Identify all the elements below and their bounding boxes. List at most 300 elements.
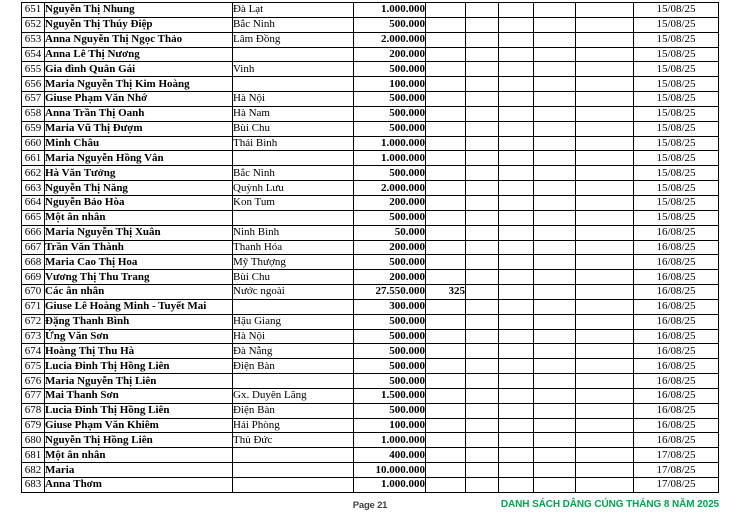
empty-cell — [576, 17, 634, 32]
amount-cell: 500.000 — [354, 314, 426, 329]
empty-cell — [576, 344, 634, 359]
count-cell — [426, 77, 466, 92]
empty-cell — [499, 344, 534, 359]
empty-cell — [499, 314, 534, 329]
table-row — [22, 240, 719, 255]
count-cell — [426, 92, 466, 107]
place-cell: Nước ngoài — [233, 285, 354, 300]
amount-cell: 2.000.000 — [354, 181, 426, 196]
donor-name-cell: Giuse Phạm Văn Khiêm — [45, 418, 233, 433]
donor-name-cell: Lucia Đinh Thị Hồng Liên — [45, 403, 233, 418]
empty-cell — [576, 77, 634, 92]
empty-cell — [499, 62, 534, 77]
count-cell — [426, 136, 466, 151]
empty-cell — [499, 136, 534, 151]
count-cell — [426, 463, 466, 478]
count-cell — [426, 151, 466, 166]
amount-cell: 500.000 — [354, 403, 426, 418]
place-cell: Hà Nam — [233, 106, 354, 121]
empty-cell — [576, 478, 634, 493]
empty-cell — [534, 121, 576, 136]
empty-cell — [499, 463, 534, 478]
empty-cell — [499, 329, 534, 344]
place-cell — [233, 463, 354, 478]
count-cell — [426, 32, 466, 47]
empty-cell — [576, 181, 634, 196]
table-row — [22, 195, 719, 210]
empty-cell — [499, 478, 534, 493]
empty-cell — [499, 92, 534, 107]
date-cell: 17/08/25 — [634, 448, 719, 463]
amount-cell: 500.000 — [354, 62, 426, 77]
donor-name-cell: Nguyễn Thị Thúy Điệp — [45, 17, 233, 32]
place-cell: Thái Bình — [233, 136, 354, 151]
place-cell: Mỹ Thượng — [233, 255, 354, 270]
date-cell: 15/08/25 — [634, 17, 719, 32]
donation-table — [21, 2, 719, 493]
count-cell — [426, 374, 466, 389]
empty-cell — [534, 285, 576, 300]
empty-cell — [466, 359, 499, 374]
table-row — [22, 403, 719, 418]
row-number-cell: 652 — [22, 17, 45, 32]
empty-cell — [534, 448, 576, 463]
donor-name-cell: Lucia Đinh Thị Hồng Liên — [45, 359, 233, 374]
count-cell — [426, 3, 466, 18]
empty-cell — [466, 478, 499, 493]
empty-cell — [576, 47, 634, 62]
empty-cell — [466, 151, 499, 166]
empty-cell — [466, 418, 499, 433]
count-cell — [426, 270, 466, 285]
place-cell: Hậu Giang — [233, 314, 354, 329]
place-cell: Điện Bàn — [233, 359, 354, 374]
empty-cell — [576, 285, 634, 300]
donor-name-cell: Một ân nhân — [45, 210, 233, 225]
date-cell: 16/08/25 — [634, 359, 719, 374]
empty-cell — [534, 92, 576, 107]
empty-cell — [466, 47, 499, 62]
empty-cell — [534, 181, 576, 196]
empty-cell — [534, 106, 576, 121]
date-cell: 16/08/25 — [634, 240, 719, 255]
empty-cell — [499, 3, 534, 18]
place-cell: Lâm Đồng — [233, 32, 354, 47]
empty-cell — [534, 17, 576, 32]
place-cell: Thanh Hóa — [233, 240, 354, 255]
empty-cell — [534, 136, 576, 151]
donor-name-cell: Minh Châu — [45, 136, 233, 151]
date-cell: 16/08/25 — [634, 270, 719, 285]
table-row — [22, 225, 719, 240]
donor-name-cell: Đặng Thanh Bình — [45, 314, 233, 329]
count-cell — [426, 166, 466, 181]
place-cell: Quỳnh Lưu — [233, 181, 354, 196]
place-cell — [233, 374, 354, 389]
date-cell: 16/08/25 — [634, 285, 719, 300]
empty-cell — [499, 166, 534, 181]
date-cell: 15/08/25 — [634, 77, 719, 92]
table-row — [22, 448, 719, 463]
table-body — [22, 3, 719, 493]
table-row — [22, 17, 719, 32]
table-row — [22, 388, 719, 403]
count-cell — [426, 195, 466, 210]
date-cell: 15/08/25 — [634, 181, 719, 196]
table-row — [22, 210, 719, 225]
count-cell — [426, 403, 466, 418]
empty-cell — [576, 210, 634, 225]
table-row — [22, 329, 719, 344]
count-cell — [426, 329, 466, 344]
empty-cell — [576, 62, 634, 77]
table-row — [22, 344, 719, 359]
count-cell — [426, 314, 466, 329]
empty-cell — [534, 240, 576, 255]
donor-name-cell: Maria Nguyễn Thị Xuân — [45, 225, 233, 240]
place-cell: Bắc Ninh — [233, 166, 354, 181]
empty-cell — [534, 270, 576, 285]
empty-cell — [534, 77, 576, 92]
amount-cell: 500.000 — [354, 359, 426, 374]
empty-cell — [534, 374, 576, 389]
table-row — [22, 106, 719, 121]
count-cell — [426, 255, 466, 270]
empty-cell — [466, 448, 499, 463]
date-cell: 15/08/25 — [634, 62, 719, 77]
row-number-cell: 659 — [22, 121, 45, 136]
empty-cell — [466, 314, 499, 329]
donor-name-cell: Maria Cao Thị Hoa — [45, 255, 233, 270]
date-cell: 15/08/25 — [634, 121, 719, 136]
count-cell — [426, 62, 466, 77]
row-number-cell: 668 — [22, 255, 45, 270]
row-number-cell: 671 — [22, 299, 45, 314]
empty-cell — [466, 374, 499, 389]
amount-cell: 200.000 — [354, 240, 426, 255]
empty-cell — [534, 463, 576, 478]
empty-cell — [499, 47, 534, 62]
empty-cell — [576, 240, 634, 255]
count-cell — [426, 478, 466, 493]
amount-cell: 500.000 — [354, 329, 426, 344]
amount-cell: 500.000 — [354, 106, 426, 121]
row-number-cell: 678 — [22, 403, 45, 418]
count-cell — [426, 448, 466, 463]
empty-cell — [466, 166, 499, 181]
count-cell — [426, 359, 466, 374]
date-cell: 16/08/25 — [634, 403, 719, 418]
empty-cell — [534, 195, 576, 210]
amount-cell: 500.000 — [354, 344, 426, 359]
empty-cell — [466, 329, 499, 344]
table-row — [22, 314, 719, 329]
row-number-cell: 676 — [22, 374, 45, 389]
page-number-label: Page 21 — [352, 500, 388, 511]
table-row — [22, 270, 719, 285]
empty-cell — [499, 17, 534, 32]
empty-cell — [466, 195, 499, 210]
empty-cell — [576, 151, 634, 166]
row-number-cell: 670 — [22, 285, 45, 300]
donor-name-cell: Nguyễn Bảo Hòa — [45, 195, 233, 210]
table-row — [22, 77, 719, 92]
date-cell: 15/08/25 — [634, 92, 719, 107]
footer-document-title: DANH SÁCH DÂNG CÚNG THÁNG 8 NĂM 2025 — [500, 499, 719, 510]
empty-cell — [576, 403, 634, 418]
empty-cell — [499, 448, 534, 463]
empty-cell — [466, 181, 499, 196]
amount-cell: 1.000.000 — [354, 136, 426, 151]
table-row — [22, 121, 719, 136]
donor-name-cell: Nguyễn Thị Hồng Liên — [45, 433, 233, 448]
count-cell — [426, 106, 466, 121]
empty-cell — [499, 418, 534, 433]
date-cell: 15/08/25 — [634, 106, 719, 121]
empty-cell — [534, 388, 576, 403]
date-cell: 16/08/25 — [634, 388, 719, 403]
row-number-cell: 655 — [22, 62, 45, 77]
place-cell: Kon Tum — [233, 195, 354, 210]
place-cell — [233, 448, 354, 463]
date-cell: 15/08/25 — [634, 195, 719, 210]
page-footer — [0, 498, 740, 514]
place-cell: Hải Phòng — [233, 418, 354, 433]
empty-cell — [466, 403, 499, 418]
date-cell: 15/08/25 — [634, 151, 719, 166]
empty-cell — [534, 299, 576, 314]
count-cell — [426, 344, 466, 359]
empty-cell — [534, 418, 576, 433]
donor-name-cell: Anna Thơm — [45, 478, 233, 493]
place-cell: Hà Nội — [233, 92, 354, 107]
amount-cell: 300.000 — [354, 299, 426, 314]
place-cell: Bùi Chu — [233, 121, 354, 136]
amount-cell: 10.000.000 — [354, 463, 426, 478]
amount-cell: 50.000 — [354, 225, 426, 240]
date-cell: 16/08/25 — [634, 225, 719, 240]
empty-cell — [466, 433, 499, 448]
empty-cell — [466, 106, 499, 121]
date-cell: 16/08/25 — [634, 314, 719, 329]
empty-cell — [576, 32, 634, 47]
donor-name-cell: Maria — [45, 463, 233, 478]
row-number-cell: 664 — [22, 195, 45, 210]
row-number-cell: 653 — [22, 32, 45, 47]
amount-cell: 200.000 — [354, 270, 426, 285]
table-row — [22, 463, 719, 478]
empty-cell — [499, 433, 534, 448]
date-cell: 15/08/25 — [634, 166, 719, 181]
amount-cell: 27.550.000 — [354, 285, 426, 300]
place-cell — [233, 47, 354, 62]
empty-cell — [499, 299, 534, 314]
row-number-cell: 658 — [22, 106, 45, 121]
amount-cell: 500.000 — [354, 166, 426, 181]
row-number-cell: 669 — [22, 270, 45, 285]
empty-cell — [534, 314, 576, 329]
empty-cell — [576, 463, 634, 478]
date-cell: 16/08/25 — [634, 374, 719, 389]
donor-name-cell: Anna Lê Thị Nương — [45, 47, 233, 62]
empty-cell — [466, 210, 499, 225]
count-cell — [426, 225, 466, 240]
row-number-cell: 651 — [22, 3, 45, 18]
donor-name-cell: Một ân nhân — [45, 448, 233, 463]
row-number-cell: 672 — [22, 314, 45, 329]
empty-cell — [499, 77, 534, 92]
date-cell: 15/08/25 — [634, 210, 719, 225]
empty-cell — [576, 433, 634, 448]
place-cell: Đà Lạt — [233, 3, 354, 18]
row-number-cell: 665 — [22, 210, 45, 225]
table-row — [22, 418, 719, 433]
donor-name-cell: Gia đình Quân Gái — [45, 62, 233, 77]
date-cell: 15/08/25 — [634, 3, 719, 18]
table-row — [22, 181, 719, 196]
table-row — [22, 136, 719, 151]
empty-cell — [576, 92, 634, 107]
empty-cell — [576, 448, 634, 463]
empty-cell — [576, 255, 634, 270]
amount-cell: 100.000 — [354, 77, 426, 92]
table-row — [22, 166, 719, 181]
empty-cell — [534, 151, 576, 166]
table-row — [22, 285, 719, 300]
empty-cell — [576, 3, 634, 18]
empty-cell — [576, 299, 634, 314]
empty-cell — [499, 195, 534, 210]
donor-name-cell: Hà Văn Tưởng — [45, 166, 233, 181]
empty-cell — [466, 121, 499, 136]
place-cell: Bắc Ninh — [233, 17, 354, 32]
empty-cell — [534, 225, 576, 240]
donor-name-cell: Các ân nhân — [45, 285, 233, 300]
place-cell — [233, 299, 354, 314]
donor-name-cell: Giuse Phạm Văn Nhớ — [45, 92, 233, 107]
place-cell — [233, 478, 354, 493]
place-cell: Bùi Chu — [233, 270, 354, 285]
table-row — [22, 359, 719, 374]
date-cell: 16/08/25 — [634, 329, 719, 344]
empty-cell — [499, 255, 534, 270]
row-number-cell: 682 — [22, 463, 45, 478]
empty-cell — [466, 17, 499, 32]
donor-name-cell: Maria Vũ Thị Đượm — [45, 121, 233, 136]
amount-cell: 1.000.000 — [354, 433, 426, 448]
table-row — [22, 478, 719, 493]
empty-cell — [576, 418, 634, 433]
empty-cell — [534, 359, 576, 374]
empty-cell — [576, 329, 634, 344]
empty-cell — [466, 136, 499, 151]
row-number-cell: 654 — [22, 47, 45, 62]
amount-cell: 200.000 — [354, 195, 426, 210]
date-cell: 17/08/25 — [634, 478, 719, 493]
row-number-cell: 673 — [22, 329, 45, 344]
row-number-cell: 667 — [22, 240, 45, 255]
date-cell: 16/08/25 — [634, 433, 719, 448]
empty-cell — [576, 166, 634, 181]
table-row — [22, 151, 719, 166]
place-cell: Đà Nẵng — [233, 344, 354, 359]
amount-cell: 2.000.000 — [354, 32, 426, 47]
place-cell: Hà Nội — [233, 329, 354, 344]
table-row — [22, 374, 719, 389]
count-cell — [426, 17, 466, 32]
row-number-cell: 662 — [22, 166, 45, 181]
table-row — [22, 3, 719, 18]
amount-cell: 100.000 — [354, 418, 426, 433]
empty-cell — [534, 3, 576, 18]
empty-cell — [499, 210, 534, 225]
empty-cell — [499, 225, 534, 240]
empty-cell — [576, 106, 634, 121]
row-number-cell: 677 — [22, 388, 45, 403]
empty-cell — [576, 195, 634, 210]
empty-cell — [499, 285, 534, 300]
empty-cell — [499, 270, 534, 285]
place-cell: Vinh — [233, 62, 354, 77]
empty-cell — [466, 77, 499, 92]
empty-cell — [499, 403, 534, 418]
place-cell: Ninh Bình — [233, 225, 354, 240]
empty-cell — [499, 374, 534, 389]
donor-name-cell: Nguyễn Thị Nhung — [45, 3, 233, 18]
row-number-cell: 657 — [22, 92, 45, 107]
row-number-cell: 674 — [22, 344, 45, 359]
table-row — [22, 433, 719, 448]
donor-name-cell: Anna Nguyễn Thị Ngọc Thảo — [45, 32, 233, 47]
place-cell — [233, 210, 354, 225]
empty-cell — [466, 463, 499, 478]
empty-cell — [466, 225, 499, 240]
empty-cell — [576, 270, 634, 285]
empty-cell — [534, 255, 576, 270]
empty-cell — [534, 47, 576, 62]
empty-cell — [534, 329, 576, 344]
amount-cell: 500.000 — [354, 17, 426, 32]
row-number-cell: 683 — [22, 478, 45, 493]
table-row — [22, 47, 719, 62]
count-cell: 325 — [426, 285, 466, 300]
donor-name-cell: Trần Văn Thành — [45, 240, 233, 255]
donor-name-cell: Vương Thị Thu Trang — [45, 270, 233, 285]
empty-cell — [466, 285, 499, 300]
row-number-cell: 675 — [22, 359, 45, 374]
empty-cell — [466, 92, 499, 107]
count-cell — [426, 121, 466, 136]
place-cell: Thủ Đức — [233, 433, 354, 448]
donor-name-cell: Mai Thanh Sơn — [45, 388, 233, 403]
donor-name-cell: Anna Trần Thị Oanh — [45, 106, 233, 121]
empty-cell — [466, 62, 499, 77]
amount-cell: 1.000.000 — [354, 3, 426, 18]
empty-cell — [576, 225, 634, 240]
count-cell — [426, 433, 466, 448]
empty-cell — [576, 388, 634, 403]
empty-cell — [466, 255, 499, 270]
empty-cell — [576, 314, 634, 329]
row-number-cell: 681 — [22, 448, 45, 463]
table-row — [22, 32, 719, 47]
empty-cell — [466, 240, 499, 255]
empty-cell — [499, 359, 534, 374]
amount-cell: 500.000 — [354, 255, 426, 270]
empty-cell — [576, 374, 634, 389]
donor-name-cell: Maria Nguyễn Thị Kim Hoàng — [45, 77, 233, 92]
count-cell — [426, 388, 466, 403]
